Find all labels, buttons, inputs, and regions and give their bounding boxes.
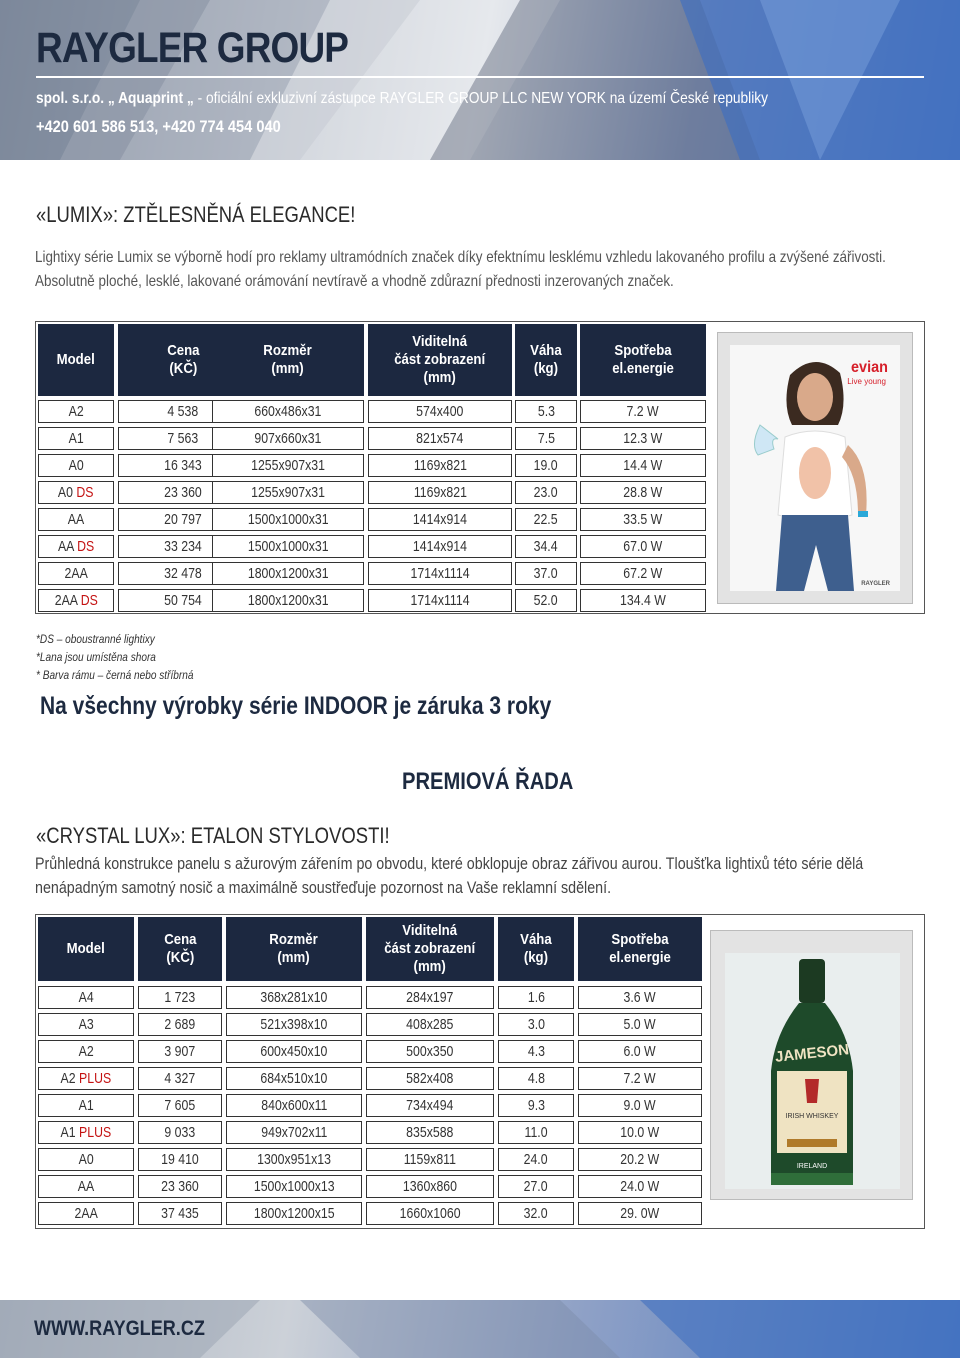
cell-visible-area: 1714x1114 bbox=[368, 562, 512, 585]
cell-power: 67.0 W bbox=[580, 535, 706, 558]
cell-model: 2AA bbox=[38, 562, 114, 585]
cell-price: 32 478 bbox=[118, 562, 248, 585]
cell-price: 1 723 bbox=[138, 986, 222, 1009]
cell-price: 2 689 bbox=[138, 1013, 222, 1036]
header-size: Rozměr (mm) bbox=[212, 324, 364, 396]
header-weight: Váha (kg) bbox=[515, 324, 577, 396]
cell-size: 1255x907x31 bbox=[212, 454, 364, 477]
cell-model: A1 PLUS bbox=[38, 1121, 134, 1144]
cell-visible-area: 1414x914 bbox=[368, 535, 512, 558]
cell-visible-area: 574x400 bbox=[368, 400, 512, 423]
cell-power: 3.6 W bbox=[578, 986, 702, 1009]
cell-power: 10.0 W bbox=[578, 1121, 702, 1144]
cell-price: 16 343 bbox=[118, 454, 248, 477]
cell-power: 67.2 W bbox=[580, 562, 706, 585]
cell-weight: 4.8 bbox=[498, 1067, 574, 1090]
cell-model: AA bbox=[38, 508, 114, 531]
cell-visible-area: 835x588 bbox=[366, 1121, 494, 1144]
header-visible-area: Viditelná část zobrazení (mm) bbox=[366, 917, 494, 981]
cell-weight: 19.0 bbox=[515, 454, 577, 477]
cell-power: 7.2 W bbox=[578, 1067, 702, 1090]
cell-size: 521x398x10 bbox=[226, 1013, 362, 1036]
cell-power: 9.0 W bbox=[578, 1094, 702, 1117]
cell-size: 949x702x11 bbox=[226, 1121, 362, 1144]
cell-size: 1500x1000x31 bbox=[212, 535, 364, 558]
cell-price: 3 907 bbox=[138, 1040, 222, 1063]
cell-weight: 3.0 bbox=[498, 1013, 574, 1036]
crystal-para-line1: Průhledná konstrukce panelu s ažurovým zářením po obvodu, které obklopuje obraz zářivou aurou. Tloušťka lightixů této série dělá bbox=[35, 854, 864, 873]
cell-size: 1800x1200x31 bbox=[212, 589, 364, 612]
cell-size: 1500x1000x31 bbox=[212, 508, 364, 531]
cell-model: A2 bbox=[38, 400, 114, 423]
cell-model: 2AA DS bbox=[38, 589, 114, 612]
cell-size: 1500x1000x13 bbox=[226, 1175, 362, 1198]
footer-website-link[interactable]: WWW.RAYGLER.CZ bbox=[34, 1317, 205, 1340]
cell-model: A2 PLUS bbox=[38, 1067, 134, 1090]
cell-weight: 34.4 bbox=[515, 535, 577, 558]
cell-model: A3 bbox=[38, 1013, 134, 1036]
cell-visible-area: 1169x821 bbox=[368, 454, 512, 477]
cell-size: 600x450x10 bbox=[226, 1040, 362, 1063]
company-description: - oficiální exkluzivní zástupce RAYGLER GROUP LLC NEW YORK na území České republiky bbox=[193, 90, 769, 107]
cell-price: 19 410 bbox=[138, 1148, 222, 1171]
cell-visible-area: 1169x821 bbox=[368, 481, 512, 504]
crystal-poster-image bbox=[725, 953, 900, 1189]
lumix-lightbox-frame bbox=[717, 332, 913, 604]
note-ds: *DS – oboustranné lightixy bbox=[36, 632, 155, 646]
cell-weight: 7.5 bbox=[515, 427, 577, 450]
crystal-para-line2: nenápadným samotný nosič a maximálně soustřeďuje pozornost na Vaše reklamní sdělení. bbox=[35, 878, 612, 897]
cell-visible-area: 408x285 bbox=[366, 1013, 494, 1036]
header-model: Model bbox=[38, 324, 114, 396]
cell-power: 12.3 W bbox=[580, 427, 706, 450]
cell-model: AA bbox=[38, 1175, 134, 1198]
lumix-para-line2: Absolutně ploché, lesklé, lakované orámování nevtíravě a vhodně zdůrazní přednosti inzerovaných značek. bbox=[35, 273, 674, 290]
header-company-line bbox=[36, 90, 768, 108]
cell-size: 840x600x11 bbox=[226, 1094, 362, 1117]
cell-weight: 27.0 bbox=[498, 1175, 574, 1198]
model-suffix: DS bbox=[77, 592, 98, 609]
note-cables: *Lana jsou umístěna shora bbox=[36, 650, 156, 664]
header-power: Spotřeba el.energie bbox=[578, 917, 702, 981]
cell-power: 7.2 W bbox=[580, 400, 706, 423]
cell-weight: 32.0 bbox=[498, 1202, 574, 1225]
page-footer bbox=[0, 1300, 960, 1358]
cell-model: A1 bbox=[38, 1094, 134, 1117]
cell-size: 660x486x31 bbox=[212, 400, 364, 423]
whiskey-label: IRISH WHISKEY bbox=[785, 1113, 839, 1120]
origin-label: IRELAND bbox=[796, 1163, 828, 1170]
cell-model: A2 bbox=[38, 1040, 134, 1063]
cell-weight: 11.0 bbox=[498, 1121, 574, 1144]
cell-size: 684x510x10 bbox=[226, 1067, 362, 1090]
cell-price: 23 360 bbox=[118, 481, 248, 504]
header-divider bbox=[36, 76, 924, 78]
cell-power: 5.0 W bbox=[578, 1013, 702, 1036]
header-model: Model bbox=[38, 917, 134, 981]
cell-weight: 1.6 bbox=[498, 986, 574, 1009]
cell-power: 29. 0W bbox=[578, 1202, 702, 1225]
evian-tagline: Live young bbox=[847, 377, 886, 386]
cell-power: 20.2 W bbox=[578, 1148, 702, 1171]
cell-model: A0 bbox=[38, 1148, 134, 1171]
header-power: Spotřeba el.energie bbox=[580, 324, 706, 396]
company-name: spol. s.r.o. „ Aquaprint „ bbox=[36, 90, 194, 107]
page-header bbox=[0, 0, 960, 160]
cell-price: 50 754 bbox=[118, 589, 248, 612]
cell-model: A1 bbox=[38, 427, 114, 450]
cell-price: 4 538 bbox=[118, 400, 248, 423]
cell-weight: 24.0 bbox=[498, 1148, 574, 1171]
note-frame-color: * Barva rámu – černá nebo stříbrná bbox=[36, 668, 194, 682]
header-visible-area: Viditelná část zobrazení (mm) bbox=[368, 324, 512, 396]
premium-series-title: PREMIOVÁ ŘADA bbox=[402, 768, 574, 795]
cell-size: 368x281x10 bbox=[226, 986, 362, 1009]
cell-weight: 23.0 bbox=[515, 481, 577, 504]
model-suffix: PLUS bbox=[75, 1070, 112, 1087]
cell-power: 14.4 W bbox=[580, 454, 706, 477]
warranty-statement: Na všechny výrobky série INDOOR je záruka 3 roky bbox=[40, 692, 552, 720]
cell-model: A0 bbox=[38, 454, 114, 477]
lumix-title: «LUMIX»: ZTĚLESNĚNÁ ELEGANCE! bbox=[36, 202, 356, 227]
cell-price: 20 797 bbox=[118, 508, 248, 531]
cell-weight: 52.0 bbox=[515, 589, 577, 612]
cell-price: 23 360 bbox=[138, 1175, 222, 1198]
lumix-para-line1: Lightixy série Lumix se výborně hodí pro reklamy ultramódních značek díky efektnímu lesklému vzhledu lakovaného profilu a zvýšené zářivosti. bbox=[35, 249, 886, 266]
header-size: Rozměr (mm) bbox=[226, 917, 362, 981]
crystal-title: «CRYSTAL LUX»: ETALON STYLOVOSTI! bbox=[36, 823, 390, 848]
brand-title: RAYGLER GROUP bbox=[36, 24, 349, 72]
cell-size: 1255x907x31 bbox=[212, 481, 364, 504]
model-suffix: DS bbox=[73, 538, 95, 555]
cell-visible-area: 734x494 bbox=[366, 1094, 494, 1117]
model-suffix: DS bbox=[73, 484, 94, 501]
cell-visible-area: 1714x1114 bbox=[368, 589, 512, 612]
crystal-poster bbox=[725, 953, 900, 1189]
cell-power: 33.5 W bbox=[580, 508, 706, 531]
jameson-brand-label: JAMESON bbox=[774, 1041, 850, 1066]
cell-visible-area: 582x408 bbox=[366, 1067, 494, 1090]
raygler-frame-label: RAYGLER bbox=[861, 581, 890, 587]
header-price: Cena (KČ) bbox=[118, 324, 248, 396]
cell-model: A4 bbox=[38, 986, 134, 1009]
cell-visible-area: 500x350 bbox=[366, 1040, 494, 1063]
cell-weight: 37.0 bbox=[515, 562, 577, 585]
cell-price: 9 033 bbox=[138, 1121, 222, 1144]
cell-weight: 9.3 bbox=[498, 1094, 574, 1117]
cell-power: 28.8 W bbox=[580, 481, 706, 504]
cell-power: 6.0 W bbox=[578, 1040, 702, 1063]
header-price: Cena (KČ) bbox=[138, 917, 222, 981]
cell-power: 24.0 W bbox=[578, 1175, 702, 1198]
cell-model: A0 DS bbox=[38, 481, 114, 504]
cell-weight: 4.3 bbox=[498, 1040, 574, 1063]
cell-model: AA DS bbox=[38, 535, 114, 558]
cell-price: 7 605 bbox=[138, 1094, 222, 1117]
cell-price: 33 234 bbox=[118, 535, 248, 558]
cell-price: 7 563 bbox=[118, 427, 248, 450]
cell-weight: 5.3 bbox=[515, 400, 577, 423]
cell-model: 2AA bbox=[38, 1202, 134, 1225]
evian-logo-label: evian bbox=[851, 359, 888, 376]
cell-power: 134.4 W bbox=[580, 589, 706, 612]
cell-size: 1800x1200x15 bbox=[226, 1202, 362, 1225]
cell-size: 1300x951x13 bbox=[226, 1148, 362, 1171]
cell-size: 907x660x31 bbox=[212, 427, 364, 450]
cell-price: 37 435 bbox=[138, 1202, 222, 1225]
cell-visible-area: 1159x811 bbox=[366, 1148, 494, 1171]
cell-visible-area: 1360x860 bbox=[366, 1175, 494, 1198]
lumix-poster bbox=[730, 345, 900, 591]
header-weight: Váha (kg) bbox=[498, 917, 574, 981]
cell-visible-area: 284x197 bbox=[366, 986, 494, 1009]
cell-visible-area: 1414x914 bbox=[368, 508, 512, 531]
model-suffix: PLUS bbox=[75, 1124, 112, 1141]
cell-visible-area: 821x574 bbox=[368, 427, 512, 450]
cell-visible-area: 1660x1060 bbox=[366, 1202, 494, 1225]
crystal-lightbox-frame bbox=[710, 930, 913, 1200]
header-phones: +420 601 586 513, +420 774 454 040 bbox=[36, 117, 281, 136]
cell-size: 1800x1200x31 bbox=[212, 562, 364, 585]
cell-weight: 22.5 bbox=[515, 508, 577, 531]
cell-price: 4 327 bbox=[138, 1067, 222, 1090]
